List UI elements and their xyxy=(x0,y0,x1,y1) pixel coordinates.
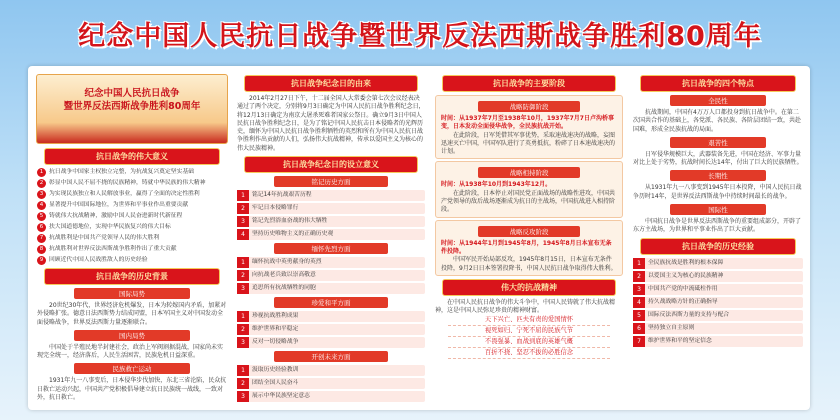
list-item-text: 坚持独立自主原则 xyxy=(648,324,695,331)
list-item-text: 以爱国主义为核心的民族精神 xyxy=(648,272,724,279)
list-item-text: 向抗战老兵致以崇高敬意 xyxy=(252,272,316,279)
list-item-text: 全民族抗战是胜利的根本保障 xyxy=(648,259,724,266)
number-badge: 8 xyxy=(37,245,46,254)
list-item xyxy=(37,245,227,254)
subsection-honor-martyrs: 缅怀先烈方面 xyxy=(274,243,388,254)
paragraph: 抗战期间，中国有4万万人口都投身到抗日战争中。在第二次国共合作的基础上，各党派、各民族、各阶层团结一致，共赴国难，形成全民族抗战的局面。 xyxy=(633,109,802,133)
significance-list xyxy=(34,168,230,265)
list-item-text: 追思所有抗战牺牲的同胞 xyxy=(252,285,316,292)
list-item xyxy=(237,270,425,281)
number-badge: 4 xyxy=(37,201,46,210)
stage-box xyxy=(435,220,623,276)
list-item xyxy=(633,284,803,295)
stage-period: 时间：从1944年1月到1945年8月，1945年8月日本宣布无条件投降。 xyxy=(441,239,612,255)
list-item-text: 展示中华民族坚定意志 xyxy=(252,393,310,400)
banner-title xyxy=(37,75,227,113)
list-item xyxy=(37,223,227,232)
list-item xyxy=(237,216,425,227)
section-experience: 抗日战争的历史经验 xyxy=(640,238,796,255)
number-badge: 7 xyxy=(633,336,645,347)
list-item xyxy=(37,179,227,188)
list-item-text: 抗日战争中国家主权独立完整，为抗战复兴奠定坚实基础 xyxy=(49,169,194,175)
paragraph: 日军侵华规模巨大，武器装备先进，中国在经济、军事力量对比上处于劣势，抗战时间长达14年，付出了巨大的民族牺牲。 xyxy=(633,150,803,167)
list-item-text: 缅怀抗战中英勇献身的英烈 xyxy=(252,259,322,266)
list-item xyxy=(237,324,425,335)
list-item xyxy=(237,283,425,294)
number-badge: 6 xyxy=(37,223,46,232)
list-item-text: 国际反法西斯力量的支持与配合 xyxy=(648,311,730,318)
number-badge: 3 xyxy=(237,283,249,294)
paragraph: 在此阶段，日本停止对国民党正面战场的战略性进攻，中国共产党领导的敌后战场逐渐成为抗日的主战场，中国抗战进入相持阶段。 xyxy=(441,189,616,214)
number-badge: 1 xyxy=(37,168,46,177)
list-item xyxy=(37,168,227,177)
list-item-text: 坚持历史唯物主义的正确历史观 xyxy=(252,231,334,238)
section-features: 抗日战争的四个特点 xyxy=(640,75,796,92)
number-badge: 6 xyxy=(633,323,645,334)
subsection-cherish-peace: 珍爱和平方面 xyxy=(274,297,388,308)
subsection-longevity: 长期性 xyxy=(670,170,766,181)
banner-title-line-1: 纪念中国人民抗日战争 xyxy=(84,88,180,99)
section-establishment: 抗日战争纪念日的设立意义 xyxy=(244,156,418,173)
list-item xyxy=(37,212,227,221)
number-badge: 1 xyxy=(633,258,645,269)
paragraph: 在中国人民抗日战争的伟大斗争中，中国人民铸就了伟大抗战精神，这是中国人民弥足珍贵的精神财富。 xyxy=(435,298,616,315)
list-item-text: 维护世界和平稳定 xyxy=(252,326,299,333)
list-item xyxy=(37,256,227,265)
list-item-text: 回顾近代中国人民战胜敌人的历史经验 xyxy=(49,257,148,263)
number-badge: 2 xyxy=(237,378,249,389)
number-badge: 1 xyxy=(237,365,249,376)
number-badge: 1 xyxy=(237,311,249,322)
list-item-text: 团结全国人民奋斗 xyxy=(252,380,299,387)
list-item-text: 铸就伟大抗战精神，激励中国人民奋进新时代新征程 xyxy=(49,213,183,219)
list-item-text: 汲取历史经验教训 xyxy=(252,367,299,374)
list-item xyxy=(237,378,425,389)
list-item xyxy=(633,310,803,321)
spirit-item: 视死如归、宁死不屈的民族气节 xyxy=(448,326,610,337)
paragraph: 中国军民开始局部反攻，1945年8月15日，日本宣布无条件投降，9月2日日本签署投降书，中国人民抗日战争取得伟大胜利。 xyxy=(441,256,617,272)
number-badge: 4 xyxy=(633,297,645,308)
column-3 xyxy=(432,72,626,404)
subsection-domestic: 国内局势 xyxy=(74,330,190,341)
list-item-text: 中国共产党的中流砥柱作用 xyxy=(648,285,718,292)
page-title: 纪念中国人民抗日战争暨世界反法西斯战争胜利80周年 xyxy=(78,21,762,52)
list-item xyxy=(633,323,803,334)
paragraph: 中国抗日战争是世界反法西斯战争的重要组成部分，开辟了东方主战场，为世界和平事业作出了巨大贡献。 xyxy=(633,218,802,234)
subsection-future: 开创未来方面 xyxy=(274,351,388,362)
list-item xyxy=(237,257,425,268)
list-item xyxy=(37,234,227,243)
column-1 xyxy=(34,72,230,404)
banner-title-line-2: 暨世界反法西斯战争胜利80周年 xyxy=(63,101,201,112)
number-badge: 2 xyxy=(237,203,249,214)
section-background: 抗日战争的历史背景 xyxy=(44,268,220,285)
subsection-defense: 战略防御阶段 xyxy=(478,101,580,112)
subsection-counteroffensive: 战略反攻阶段 xyxy=(478,226,580,237)
spirit-list xyxy=(432,315,626,359)
list-item xyxy=(237,391,425,402)
subsection-remember-history: 铭记历史方面 xyxy=(274,176,388,187)
section-stages: 抗日战争的主要阶段 xyxy=(442,75,616,92)
board xyxy=(28,66,810,410)
list-item xyxy=(237,203,425,214)
list-item xyxy=(237,190,425,201)
subsection-stalemate: 战略相持阶段 xyxy=(478,167,580,178)
list-item-text: 持久战战略方针的正确指导 xyxy=(648,298,718,305)
number-badge: 3 xyxy=(237,337,249,348)
paragraph: 从1931年九一八事变到1945年日本投降，中国人民抗日战争历时14年，是世界反法西斯战争中持续时间最长的战争。 xyxy=(633,184,802,200)
spirit-item: 天下兴亡、匹夫有责的爱国情怀 xyxy=(448,315,610,326)
subsection-international: 国际局势 xyxy=(74,288,190,299)
list-item-text: 铭记先烈浴血奋战的伟大牺牲 xyxy=(252,218,328,225)
number-badge: 9 xyxy=(37,256,46,265)
subsection-international: 国际性 xyxy=(670,204,766,215)
column-4 xyxy=(630,72,806,404)
section-origin: 抗日战争纪念日的由来 xyxy=(244,75,418,92)
number-badge: 5 xyxy=(633,310,645,321)
paragraph: 中国处于半殖民地半封建社会，政治上军阀割据混战，国家尚未实现完全统一，经济落后，人民生活困苦，民族危机日益深重。 xyxy=(37,343,224,360)
stage-period: 时间：从1938年10月到1943年12月。 xyxy=(441,181,552,189)
paragraph: 1931年九一八事变后，日本侵华步伐加快，东北三省沦陷，民众抗日救亡运动兴起，中国共产党积极倡导建立抗日民族统一战线，一致对外，抗日救亡。 xyxy=(37,377,227,402)
list-item-text: 抗战胜利对世界反法西斯战争胜利作出了重大贡献 xyxy=(49,246,177,252)
paragraph: 2014年2月27日下午，十二届全国人大常委会第七次会议经表决通过了两个决定，分别将9月3日确定为中国人民抗日战争胜利纪念日，将12月13日确定为南京大屠杀死难者国家公祭日。确立9月3日中国人民抗日战争胜利纪念日，是为了铭记中国人民抗击日本侵略者的光辉历史，缅怀为中国人民抗日战争胜利牺牲的英烈和所有为中国人民抗日战争胜利作出贡献的人们，弘扬伟大抗战精神，传承以爱国主义为核心的伟大民族精神。 xyxy=(237,95,425,152)
number-badge: 2 xyxy=(237,324,249,335)
number-badge: 5 xyxy=(37,212,46,221)
number-badge: 3 xyxy=(633,284,645,295)
list-item xyxy=(37,190,227,199)
subsection-nationwide: 全民性 xyxy=(670,95,766,106)
spirit-item: 不畏强暴、血战到底的英雄气概 xyxy=(448,337,610,348)
list-item-text: 珍视抗战胜利成果 xyxy=(252,313,299,320)
list-item xyxy=(37,201,227,210)
list-item-text: 扶大国道德地位，实现中华民族复兴的伟大目标 xyxy=(49,224,171,230)
list-item-text: 彰显中国人民不屈不挠的民族精神，铸就中华民族的伟大精神 xyxy=(49,180,206,186)
number-badge: 2 xyxy=(237,270,249,281)
number-badge: 3 xyxy=(237,391,249,402)
column-2 xyxy=(234,72,428,404)
list-item xyxy=(633,336,803,347)
stage-box xyxy=(435,95,623,159)
number-badge: 2 xyxy=(633,271,645,282)
list-item-text: 抗战胜利是中国共产党领导人民的伟大胜利 xyxy=(49,235,160,241)
section-spirit: 伟大的抗战精神 xyxy=(442,279,616,296)
number-badge: 2 xyxy=(37,179,46,188)
list-item-text: 反对一切侵略战争 xyxy=(252,339,299,346)
list-item xyxy=(237,365,425,376)
paragraph: 在此阶段，日军凭借其军事优势，采取速战速决的战略，妄图迅速灭亡中国，中国军队进行了英勇抵抗，粉碎了日本速战速决的计划。 xyxy=(441,131,616,156)
stage-period: 时间：从1937年7月至1938年10月，1937年7月7日卢沟桥事变，日本发动全面侵华战争，全民族抗战开始。 xyxy=(441,115,614,131)
number-badge: 7 xyxy=(37,234,46,243)
list-item xyxy=(237,337,425,348)
spirit-item: 百折不挠、坚忍不拔的必胜信念 xyxy=(448,348,610,359)
paragraph: 20世纪30年代，世界经济危机爆发，日本为转嫁国内矛盾，加紧对外侵略扩张。德意日法西斯势力结成同盟，日本军国主义对中国发动全面侵略战争，世界反法西斯力量逐渐联合。 xyxy=(37,302,227,326)
list-item xyxy=(237,229,425,240)
list-item xyxy=(237,311,425,322)
subsection-hardship: 艰苦性 xyxy=(670,137,766,148)
list-item-text: 显著提升中国国际地位，为世界和平事业作出重要贡献 xyxy=(49,202,189,208)
list-item-text: 维护世界和平的坚定信念 xyxy=(648,337,712,344)
list-item-text: 铭记14年抗战艰苦历程 xyxy=(252,192,312,199)
number-badge: 4 xyxy=(237,229,249,240)
list-item xyxy=(633,258,803,269)
section-significance: 抗日战争的伟大意义 xyxy=(44,148,220,165)
list-item-text: 牢记日本侵略罪行 xyxy=(252,205,299,212)
number-badge: 1 xyxy=(237,190,249,201)
list-item-text: 为实现民族独立和人民解放事业，赢得了全面的决定性胜利 xyxy=(49,191,200,197)
list-item xyxy=(633,271,803,282)
number-badge: 1 xyxy=(237,257,249,268)
number-badge: 3 xyxy=(37,190,46,199)
stage-box xyxy=(435,161,623,217)
subsection-national-salvation: 民族救亡运动 xyxy=(74,363,190,374)
list-item xyxy=(633,297,803,308)
commemoration-banner xyxy=(36,74,228,144)
number-badge: 3 xyxy=(237,216,249,227)
